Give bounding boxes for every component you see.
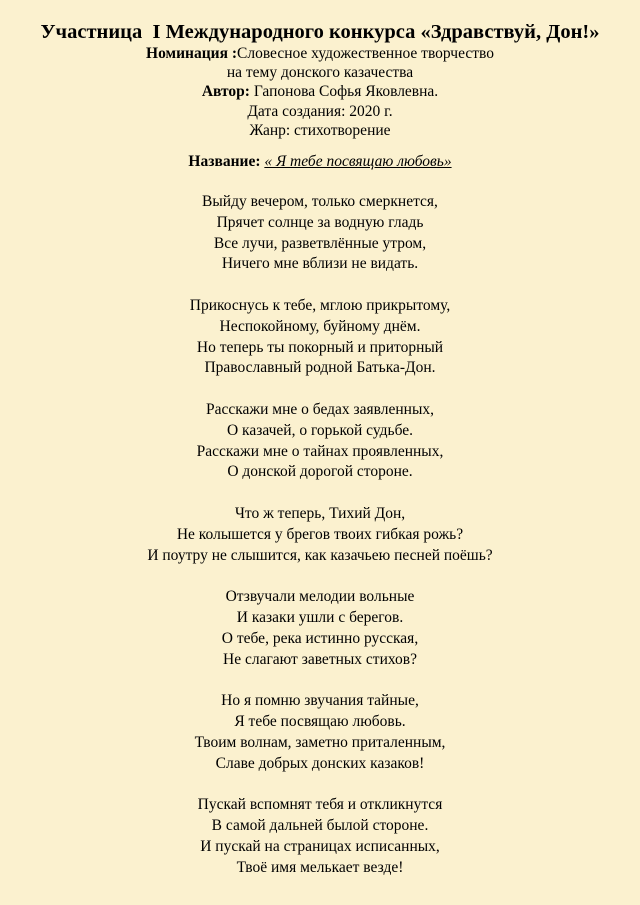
page-title: Участница I Международного конкурса «Здравствуй, Дон!» <box>40 21 600 43</box>
poem-line: Твоё имя мелькает везде! <box>236 858 404 876</box>
stanza <box>0 504 640 566</box>
author-line <box>0 82 640 101</box>
poem-line: Но я помню звучания тайные, <box>221 692 419 710</box>
poem-name-label: Название: <box>188 153 261 170</box>
poem-line: Славе добрых донских казаков! <box>215 754 425 772</box>
poem-line: Не слагают заветных стихов? <box>223 650 417 668</box>
poem-line: О казачей, о горькой судьбе. <box>226 421 413 439</box>
poem-line: Прикоснусь к тебе, мглою прикрытому, <box>189 296 451 314</box>
poem-line: Не колышется у брегов твоих гибкая рожь? <box>176 525 464 543</box>
poem-line: Расскажи мне о бедах заявленных, <box>205 400 435 418</box>
stanza <box>0 691 640 774</box>
poem-line: Неспокойному, буйному днём. <box>219 317 421 335</box>
poem-line: И пускай на страницах исписанных, <box>200 837 440 855</box>
poem-line: О тебе, река истинно русская, <box>221 629 419 647</box>
poem-line: Ничего мне вблизи не видать. <box>221 255 419 273</box>
stanza <box>0 296 640 379</box>
stanza <box>0 400 640 483</box>
stanza <box>0 795 640 878</box>
poem-line: Прячет солнце за водную гладь <box>216 213 424 231</box>
poem-line: Отзвучали мелодии вольные <box>225 588 415 606</box>
poem-name-value: « Я тебе посвящаю любовь» <box>264 153 452 170</box>
poem-line: Я тебе посвящаю любовь. <box>234 712 406 730</box>
author-name: Гапонова Софья Яковлевна. <box>249 83 439 101</box>
date-line: Дата создания: 2020 г. <box>247 102 393 120</box>
genre-line: Жанр: стихотворение <box>249 121 391 139</box>
nomination-value: Словесное художественное творчество <box>237 45 494 62</box>
poem-line: Пускай вспомнят тебя и откликнутся <box>197 796 443 814</box>
poem-line: Что ж теперь, Тихий Дон, <box>234 504 406 522</box>
metadata-block <box>0 44 640 140</box>
stanza <box>0 587 640 670</box>
poem-line: Православный родной Батька-Дон. <box>204 359 436 377</box>
poem-line: О донской дорогой стороне. <box>227 463 413 481</box>
poem-body <box>0 192 640 899</box>
poem-line: Но теперь ты покорный и приторный <box>196 338 444 356</box>
poem-line: И поутру не слышится, как казачьею песней поёшь? <box>147 546 493 564</box>
poem-line: Расскажи мне о тайнах проявленных, <box>196 442 444 460</box>
nomination-line-1 <box>0 44 640 63</box>
nomination-line-2: на тему донского казачества <box>226 64 414 82</box>
poem-line: Твоим волнам, заметно приталенным, <box>194 733 446 751</box>
poem-name-line <box>0 152 640 172</box>
poem-line: Выйду вечером, только смеркнется, <box>202 193 438 210</box>
stanza <box>0 192 640 275</box>
nomination-label: Номинация : <box>146 45 237 62</box>
poem-line: В самой дальней былой стороне. <box>211 816 429 834</box>
author-label: Автор: <box>201 83 250 101</box>
poem-line: И казаки ушли с берегов. <box>236 608 404 626</box>
poem-line: Все лучи, разветвлённые утром, <box>213 234 427 252</box>
